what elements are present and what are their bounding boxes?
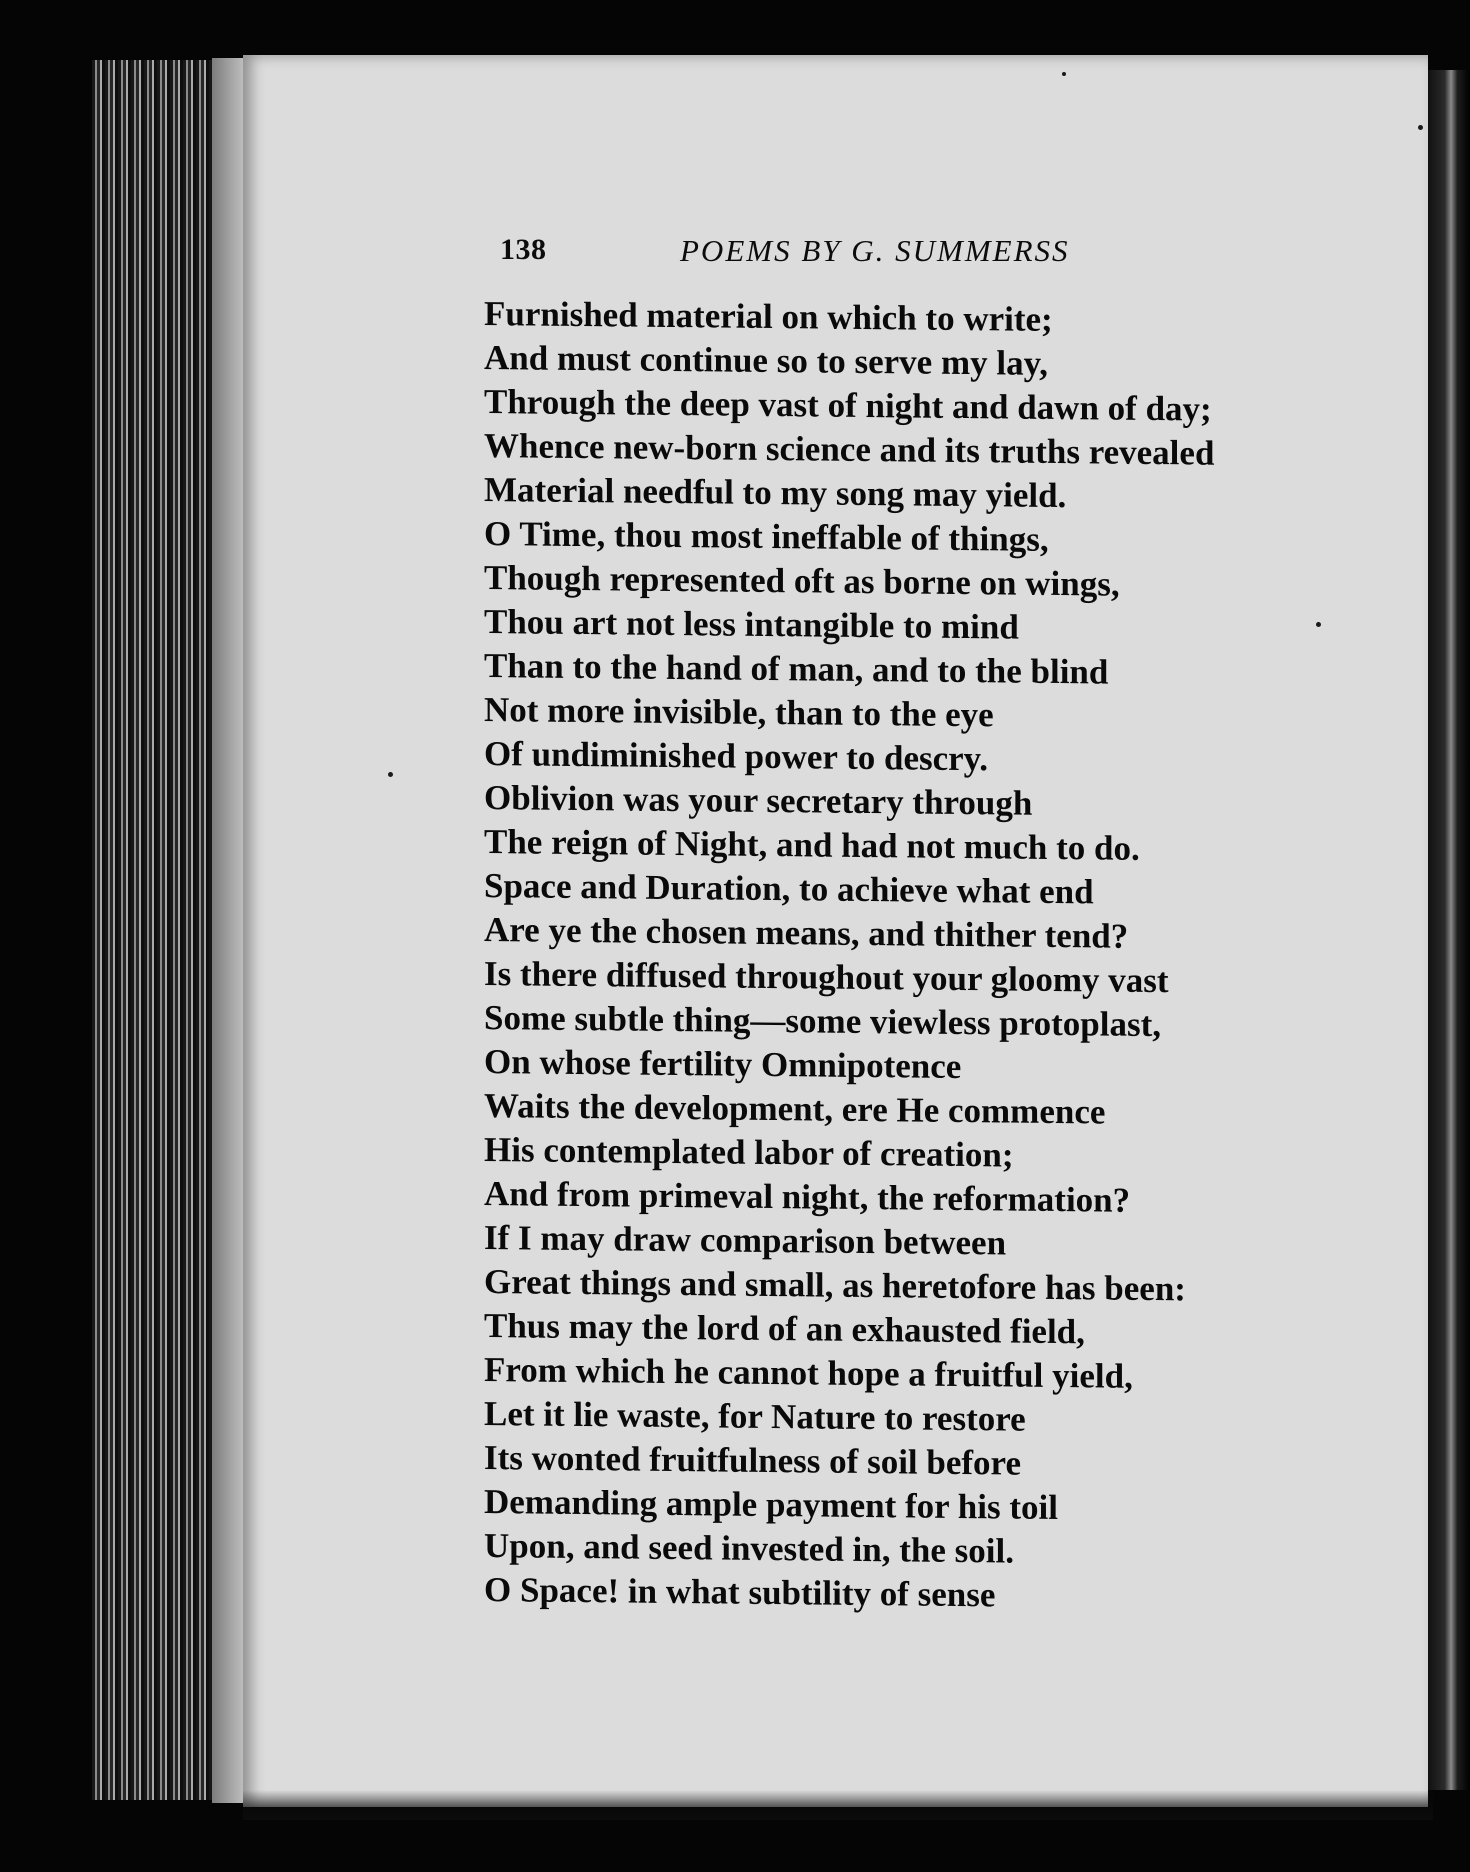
poem-line: Thou art not less intangible to mind [484,602,1019,647]
poem-line: Of undiminished power to descry. [484,734,988,779]
running-title: POEMS BY G. SUMMERSS [680,233,1070,268]
poem-line: If I may draw comparison between [484,1218,1007,1263]
poem-line: Furnished material on which to write; [484,294,1053,339]
poem-line: Oblivion was your secretary through [484,778,1033,823]
facing-page-edge [1428,70,1470,1790]
poem-line: Are ye the chosen means, and thither tend? [484,910,1129,956]
poem-line: Some subtle thing—some viewless protoplast, [484,998,1162,1045]
poem-line: Not more invisible, than to the eye [484,690,994,735]
poem-line: Is there diffused throughout your gloomy vast [484,954,1169,1001]
poem-line: Great things and small, as heretofore has been: [484,1262,1186,1309]
poem-line: Space and Duration, to achieve what end [484,866,1094,912]
poem-line: Thus may the lord of an exhausted field, [484,1306,1085,1352]
poem-line: And from primeval night, the reformation? [484,1174,1131,1220]
poem-line: On whose fertility Omnipotence [484,1042,962,1086]
page-number: 138 [500,233,547,266]
poem-line: And must continue so to serve my lay, [484,338,1048,383]
page-header [500,233,1140,277]
poem-line: Upon, and seed invested in, the soil. [484,1526,1014,1571]
poem-line: Than to the hand of man, and to the blind [484,646,1109,692]
page-bottom-shadow [243,1790,1433,1820]
poem-line: O Time, thou most ineffable of things, [484,514,1049,559]
poem-line: Whence new-born science and its truths revealed [484,426,1215,473]
poem-text [484,292,1384,1621]
poem-line: Waits the development, ere He commence [484,1086,1106,1132]
poem-line: Through the deep vast of night and dawn of day; [484,382,1212,429]
scan-speck [1062,72,1066,76]
scan-speck [388,772,393,777]
poem-line: Let it lie waste, for Nature to restore [484,1394,1026,1439]
poem-line: From which he cannot hope a fruitful yield, [484,1350,1133,1396]
poem-line: Material needful to my song may yield. [484,470,1067,516]
poem-line: The reign of Night, and had not much to do. [484,822,1140,868]
scan-speck [1418,125,1423,130]
poem-line: Though represented oft as borne on wings, [484,558,1120,604]
poem-line: O Space! in what subtility of sense [484,1570,996,1615]
poem-line: His contemplated labor of creation; [484,1130,1014,1175]
poem-line: Its wonted fruitfulness of soil before [484,1438,1021,1483]
poem-line: Demanding ample payment for his toil [484,1482,1058,1528]
